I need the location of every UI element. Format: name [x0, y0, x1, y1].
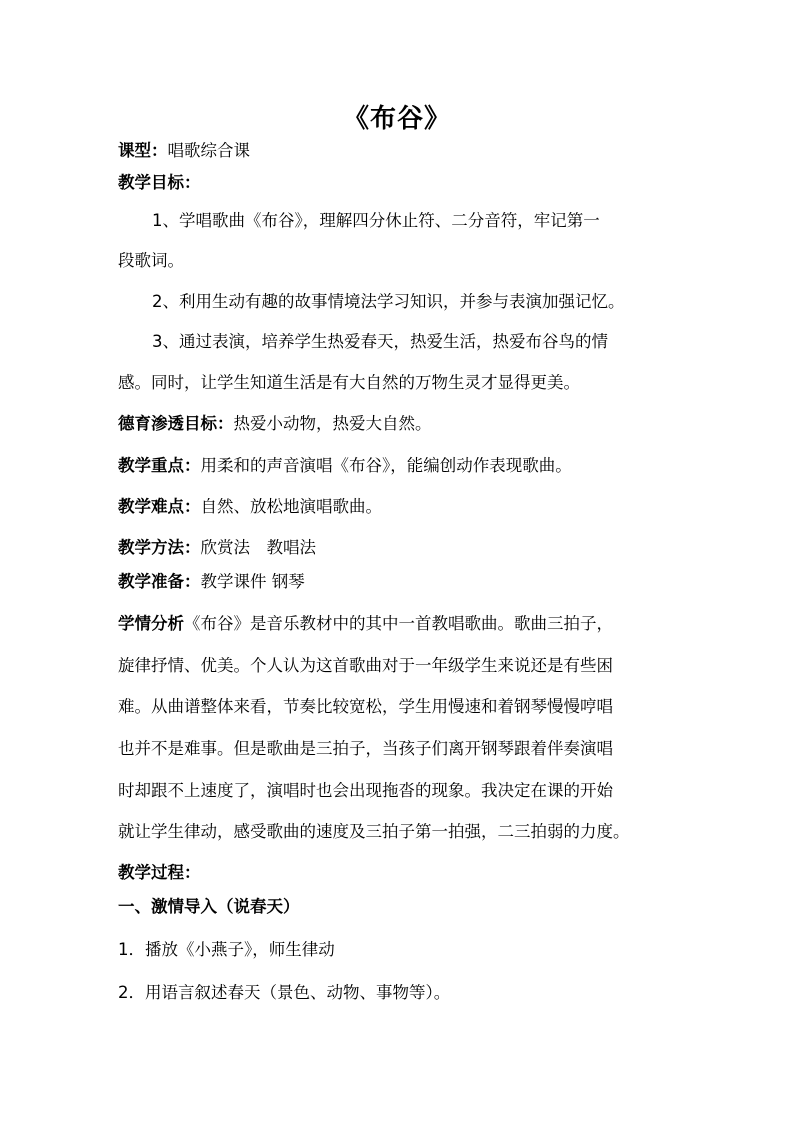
analysis-line-3: 难。从曲谱整体来看，节奏比较宽松，学生用慢速和着钢琴慢慢哼唱 [118, 697, 613, 716]
goal-3-line-1: 3、通过表演，培养学生热爱春天，热爱生活，热爱布谷鸟的情 [152, 332, 608, 351]
key-point-line [118, 456, 698, 476]
analysis-line-1 [118, 614, 698, 634]
goal-2: 2、利用生动有趣的故事情境法学习知识，并参与表演加强记忆。 [152, 292, 625, 311]
process-section-1: 一、激情导入（说春天） [118, 897, 300, 916]
analysis-line-2: 旋律抒情、优美。个人认为这首歌曲对于一年级学生来说还是有些困 [118, 656, 613, 675]
goal-1-line-2: 段歌词。 [118, 251, 184, 270]
difficulty-value: 自然、放松地演唱歌曲。 [200, 497, 382, 516]
difficulty-label: 教学难点： [118, 497, 201, 516]
key-point-value: 用柔和的声音演唱《布谷》，能编创动作表现歌曲。 [200, 456, 572, 475]
teaching-goals-label: 教学目标： [118, 173, 201, 192]
process-step-1: 1．播放《小燕子》，师生律动 [118, 940, 335, 959]
analysis-line-5: 时却跟不上速度了，演唱时也会出现拖沓的现象。我决定在课的开始 [118, 781, 613, 800]
preparation-value: 教学课件 钢琴 [200, 572, 305, 591]
moral-goal-label: 德育渗透目标： [118, 414, 234, 433]
preparation-line [118, 572, 698, 592]
process-step-2: 2．用语言叙述春天（景色、动物、事物等）。 [118, 983, 451, 1002]
key-point-label: 教学重点： [118, 456, 201, 475]
preparation-label: 教学准备： [118, 572, 201, 591]
method-value: 欣赏法 教唱法 [200, 538, 316, 557]
method-line [118, 538, 698, 558]
analysis-text-1: 《布谷》是音乐教材中的其中一首教唱歌曲。歌曲三拍子， [184, 614, 613, 633]
method-label: 教学方法： [118, 538, 201, 557]
document-title: 《布谷》 [342, 104, 451, 134]
analysis-label: 学情分析 [118, 614, 184, 633]
goal-3-line-2: 感。同时，让学生知道生活是有大自然的万物生灵才显得更美。 [118, 373, 580, 392]
lesson-type-value: 唱歌综合课 [167, 141, 250, 160]
difficulty-line [118, 497, 698, 517]
analysis-line-4: 也并不是难事。但是歌曲是三拍子，当孩子们离开钢琴跟着伴奏演唱 [118, 739, 613, 758]
moral-goal-value: 热爱小动物，热爱大自然。 [233, 414, 432, 433]
analysis-line-6: 就让学生律动，感受歌曲的速度及三拍子第一拍强，二三拍弱的力度。 [118, 822, 630, 841]
lesson-type-label: 课型： [118, 141, 168, 160]
lesson-type-line [118, 141, 698, 161]
goal-1-line-1: 1、学唱歌曲《布谷》，理解四分休止符、二分音符，牢记第一 [152, 211, 600, 230]
moral-goal-line [118, 414, 698, 434]
process-label: 教学过程： [118, 863, 201, 882]
